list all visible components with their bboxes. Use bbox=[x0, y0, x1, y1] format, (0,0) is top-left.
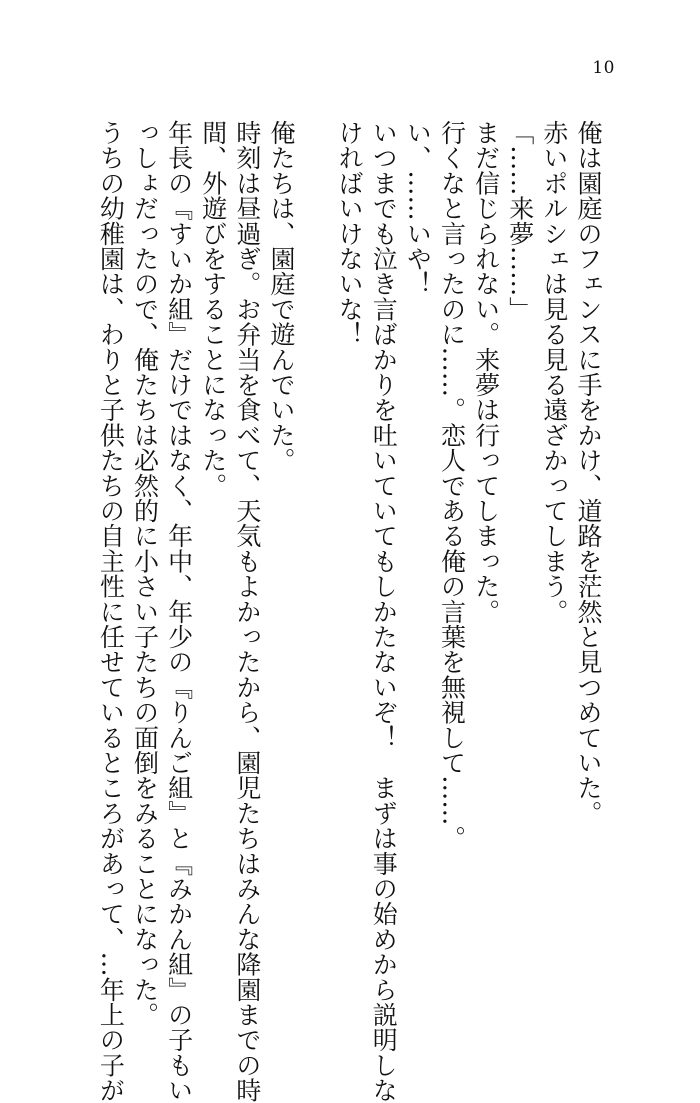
text-line: 俺は園庭のフェンスに手をかけ、道路を茫然と見つめていた。 bbox=[574, 120, 603, 826]
text-line: 赤いポルシェは見る見る遠ざかってしまう。 bbox=[539, 120, 569, 624]
text-line: 間、外遊びをすることになった。 bbox=[198, 120, 228, 498]
text-line: 俺たちは、園庭で遊んでいた。 bbox=[267, 120, 296, 473]
text-line: うちの幼稚園は、わりと子供たちの自主性に任せているところがあって、…年上の子が bbox=[96, 120, 126, 1103]
text-line: 行くなと言ったのに……。恋人である俺の言葉を無視して……。 bbox=[437, 120, 467, 851]
page-number: 10 bbox=[592, 58, 615, 78]
vertical-body-text bbox=[96, 120, 605, 1103]
text-line: 年長の『すいか組』だけではなく、年中、年少の『りんご組』と『みかん組』の子もい bbox=[164, 120, 194, 1103]
text-line: ければいけないな！ bbox=[335, 120, 365, 347]
text-line: っしょだったので、俺たちは必然的に小さい子たちの面倒をみることになった。 bbox=[130, 120, 160, 1028]
text-line: い、……いや！ bbox=[403, 120, 433, 297]
text-line: 「……来夢……」 bbox=[505, 120, 535, 322]
text-line: 時刻は昼過ぎ。お弁当を食べて、天気もよかったから、園児たちはみんな降園までの時 bbox=[232, 120, 262, 1103]
text-line: いつまでも泣き言ばかりを吐いていてもしかたないぞ！ まずは事の始めから説明しな bbox=[369, 120, 399, 1103]
blank-line bbox=[298, 120, 332, 960]
text-line: まだ信じられない。来夢は行ってしまった。 bbox=[471, 120, 501, 624]
